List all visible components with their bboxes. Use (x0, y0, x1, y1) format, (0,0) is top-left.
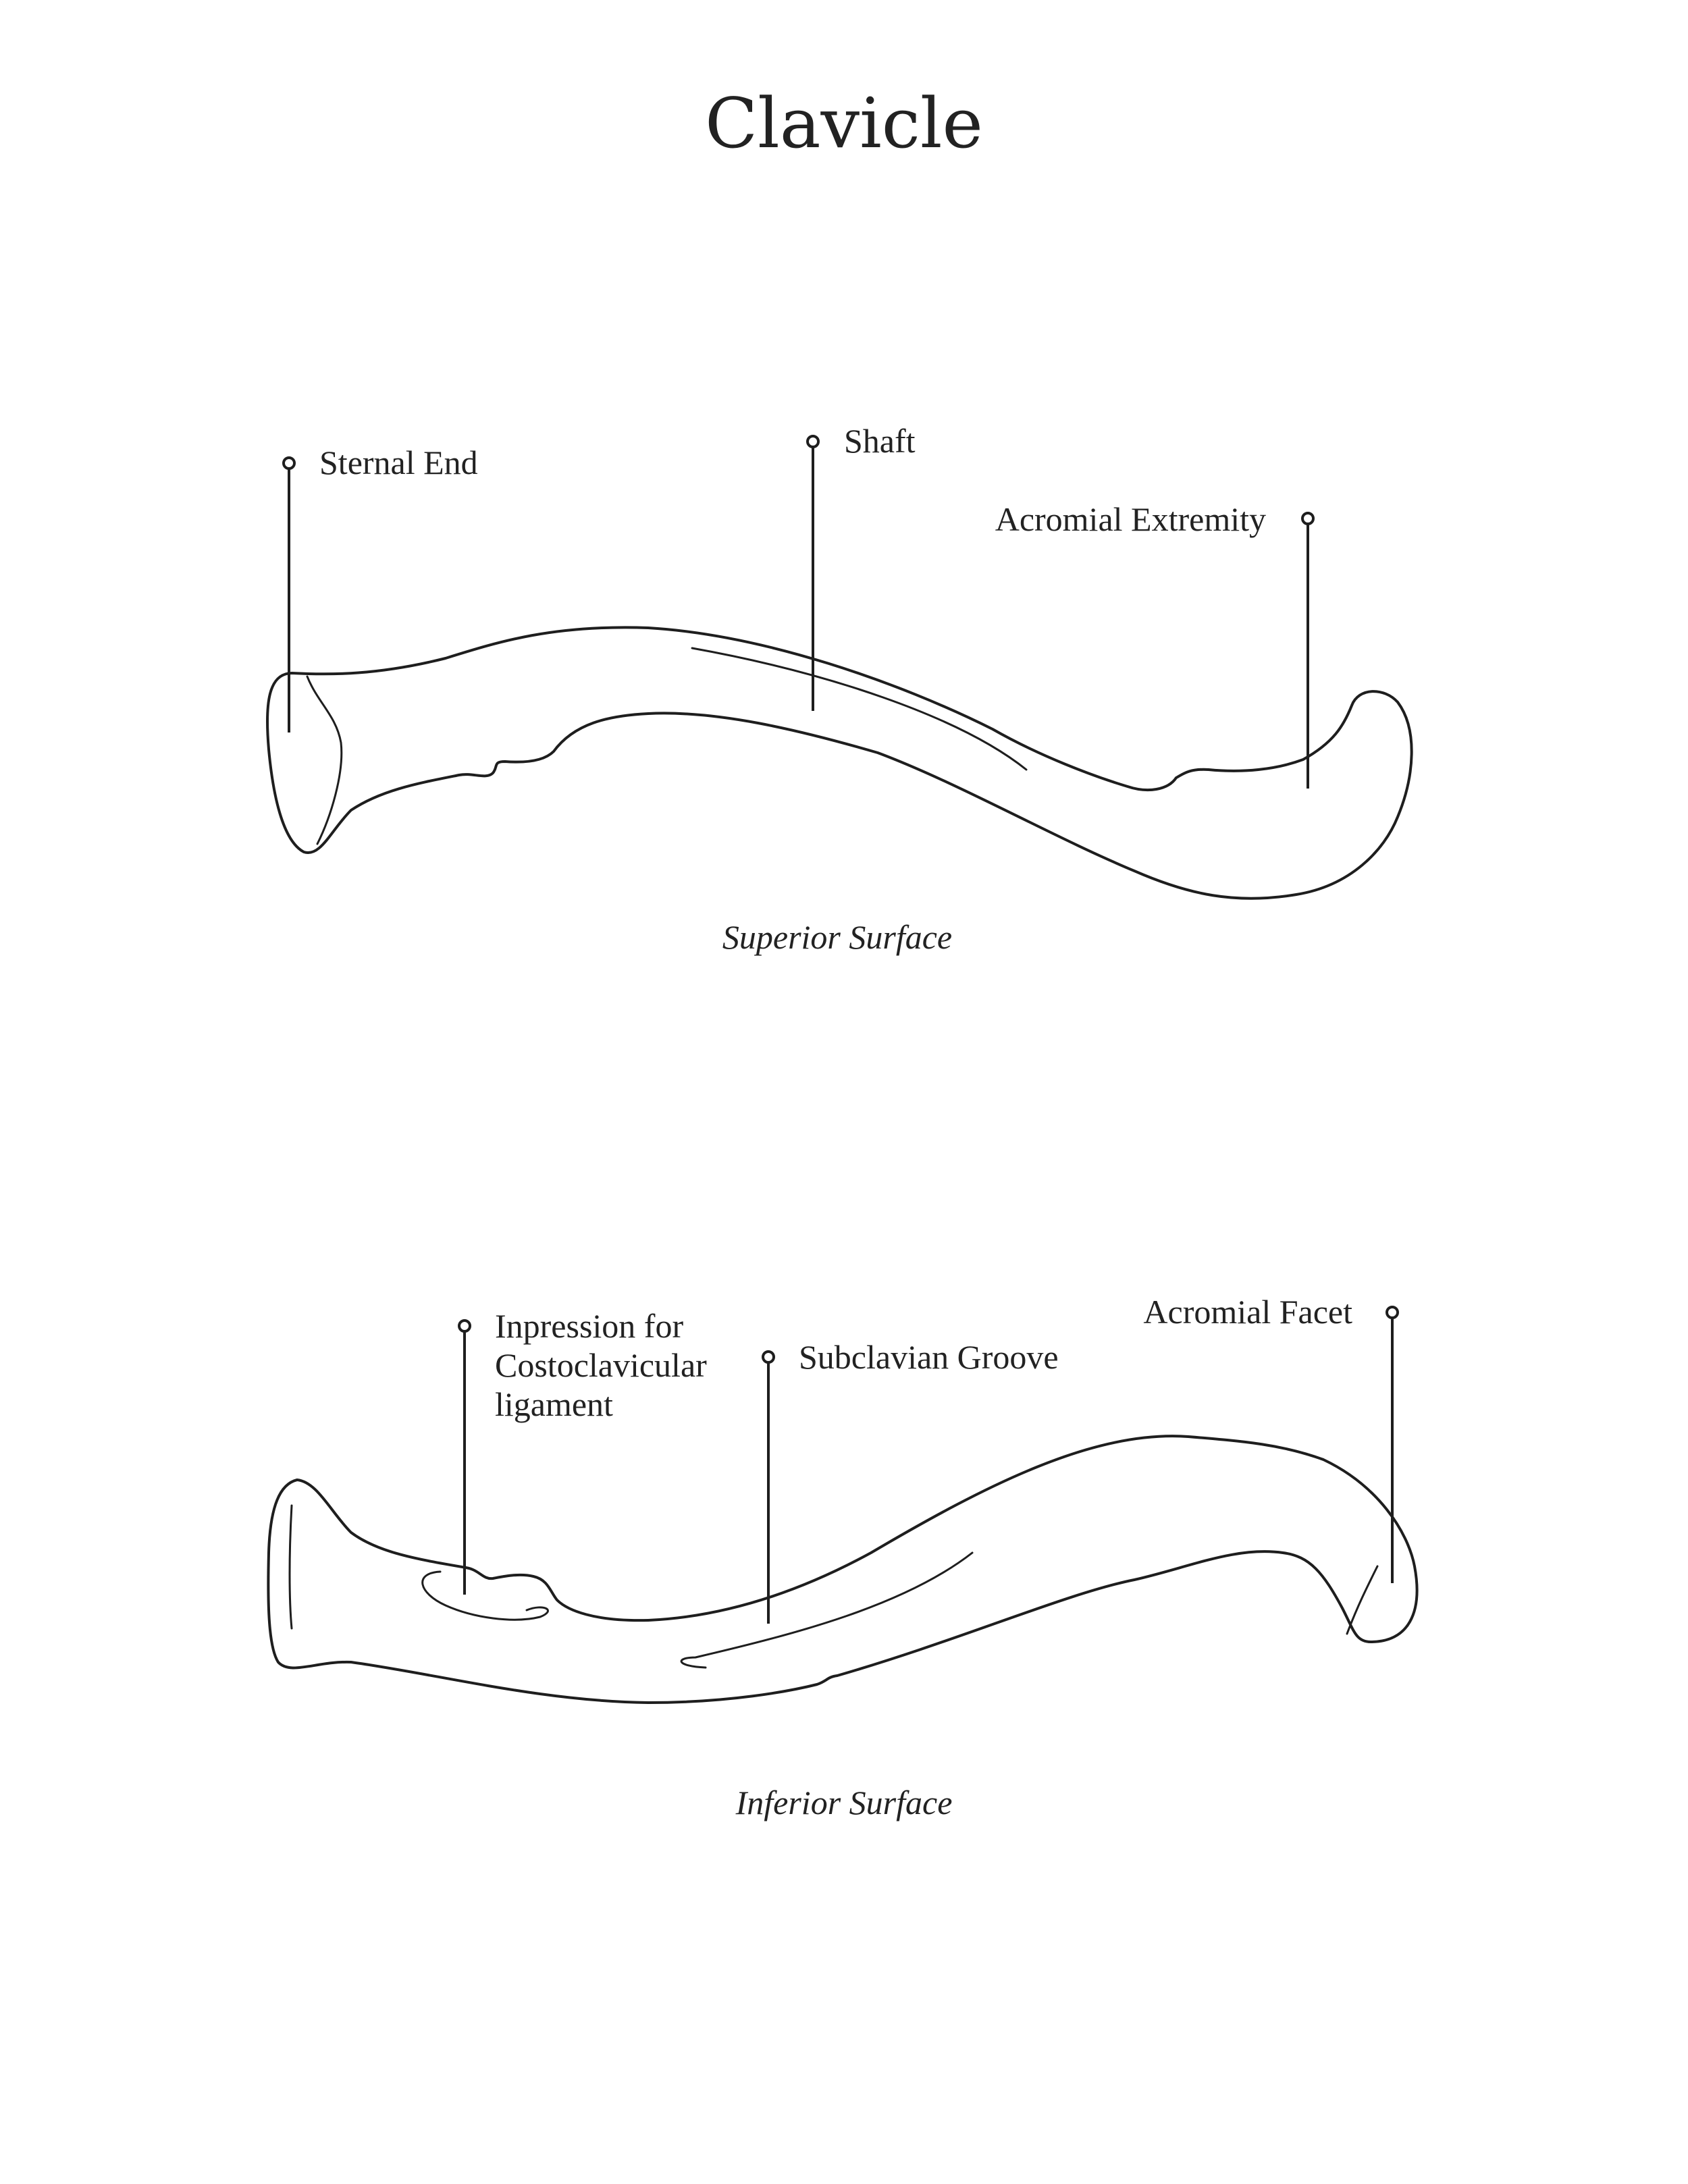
inferior-clavicle-outline (268, 1436, 1417, 1703)
inferior-acromial-facet-edge (1347, 1566, 1377, 1634)
superior-sternal-facet-curve (307, 676, 342, 844)
superior-clavicle-outline (267, 627, 1412, 898)
callout-acromial-facet (1143, 1293, 1398, 1583)
superior-shaft-ridge (692, 648, 1026, 770)
caption-superior-surface: Superior Surface (722, 918, 953, 956)
inferior-view (268, 1293, 1417, 1821)
callout-shaft (808, 422, 916, 711)
page-title: Clavicle (705, 84, 983, 164)
label-shaft: Shaft (844, 422, 916, 460)
label-sternal-end: Sternal End (319, 444, 478, 481)
label-impression-line-1: Inpression for (495, 1307, 684, 1345)
label-impression-line-3: ligament (495, 1385, 613, 1423)
impression-costoclavicular-oval (423, 1572, 548, 1620)
caption-inferior-surface: Inferior Surface (735, 1784, 953, 1821)
label-acromial-extremity: Acromial Extremity (995, 500, 1266, 538)
label-acromial-facet: Acromial Facet (1143, 1293, 1352, 1331)
label-impression-line-2: Costoclavicular (495, 1346, 707, 1384)
leader-pin (459, 1321, 470, 1331)
inferior-sternal-surface-line (290, 1506, 292, 1628)
callout-subclavian-groove (763, 1338, 1059, 1624)
leader-pin (284, 458, 294, 469)
leader-pin (1302, 513, 1313, 524)
leader-pin (763, 1352, 774, 1362)
leader-pin (1387, 1307, 1398, 1318)
callout-impression-costoclavicular (459, 1307, 707, 1595)
callout-acromial-extremity (995, 500, 1313, 789)
label-subclavian-groove: Subclavian Groove (799, 1338, 1059, 1376)
superior-view (267, 422, 1412, 956)
leader-pin (808, 436, 818, 447)
